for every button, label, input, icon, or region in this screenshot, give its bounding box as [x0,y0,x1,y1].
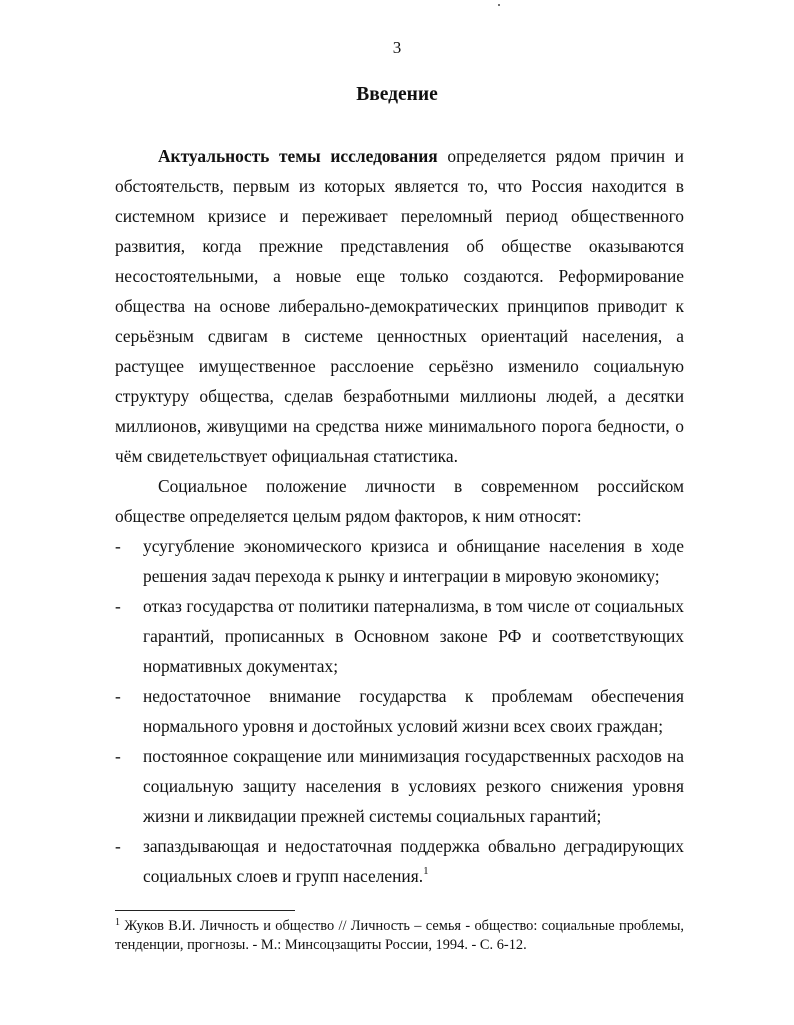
list-item-text: усугубление экономического кризиса и обнищание населения в ходе решения задач перехода к рынку и интеграции в мировую экономику; [143,536,684,586]
list-item-text: недостаточное внимание государства к проблемам обеспечения нормального уровня и достойных условий жизни всех своих граждан; [143,686,684,736]
main-text [115,141,684,891]
list-item-text: запаздывающая и недостаточная поддержка обвально деградирующих социальных слоев и групп населения. [143,836,684,886]
list-dash: - [115,686,121,706]
list-item-text: отказ государства от политики патернализма, в том числе от социальных гарантий, прописанных в Основном законе РФ и соответствующих нормативных документах; [143,596,684,676]
list-item [115,831,684,891]
footnote-divider [115,910,295,911]
list-item [115,591,684,681]
list-item-text: постоянное сокращение или минимизация государственных расходов на социальную защиту населения в условиях резкого снижения уровня жизни и ликвидации прежней системы социальных гарантий; [143,746,684,826]
list-dash: - [115,596,121,616]
section-title: Введение [356,84,438,105]
relevance-text: определяется рядом причин и обстоятельств, первым из которых является то, что Россия находится в системном кризисе и переживает переломный период общественного развития, когда прежние представления об обществе оказываются несостоятельными, а новые еще только создаются. Реформирование общества на основе либерально-демократических принципов приводит к серьёзным сдвигам в системе ценностных ориентаций населения, а растущее имущественное расслоение серьёзно изменило социальную структуру общества, сделав безработными миллионы людей, а десятки миллионов, живущими на средства ниже минимального порога бедности, о чём свидетельствует официальная статистика. [115,146,684,466]
page-number: 3 [392,38,402,57]
list-dash: - [115,536,121,556]
footnote-reference[interactable]: 1 [423,865,429,877]
footnote-text: Жуков В.И. Личность и общество // Личность – семья - общество: социальные проблемы, тенденции, прогнозы. - М.: Минсоцзащиты России, 1994. - С. 6-12. [115,918,684,953]
footnote-number: 1 [115,917,120,928]
list-dash: - [115,836,121,856]
footnote [115,917,684,955]
paragraph-relevance [115,141,684,471]
paragraph-factors-intro: Социальное положение личности в современном российском обществе определяется целым рядом факторов, к ним относят: [115,476,684,526]
list-dash: - [115,746,121,766]
factors-list [115,531,684,891]
relevance-lead: Актуальность темы исследования [158,146,438,166]
list-item [115,531,684,591]
list-item [115,741,684,831]
scan-speck [498,4,500,6]
list-item [115,681,684,741]
